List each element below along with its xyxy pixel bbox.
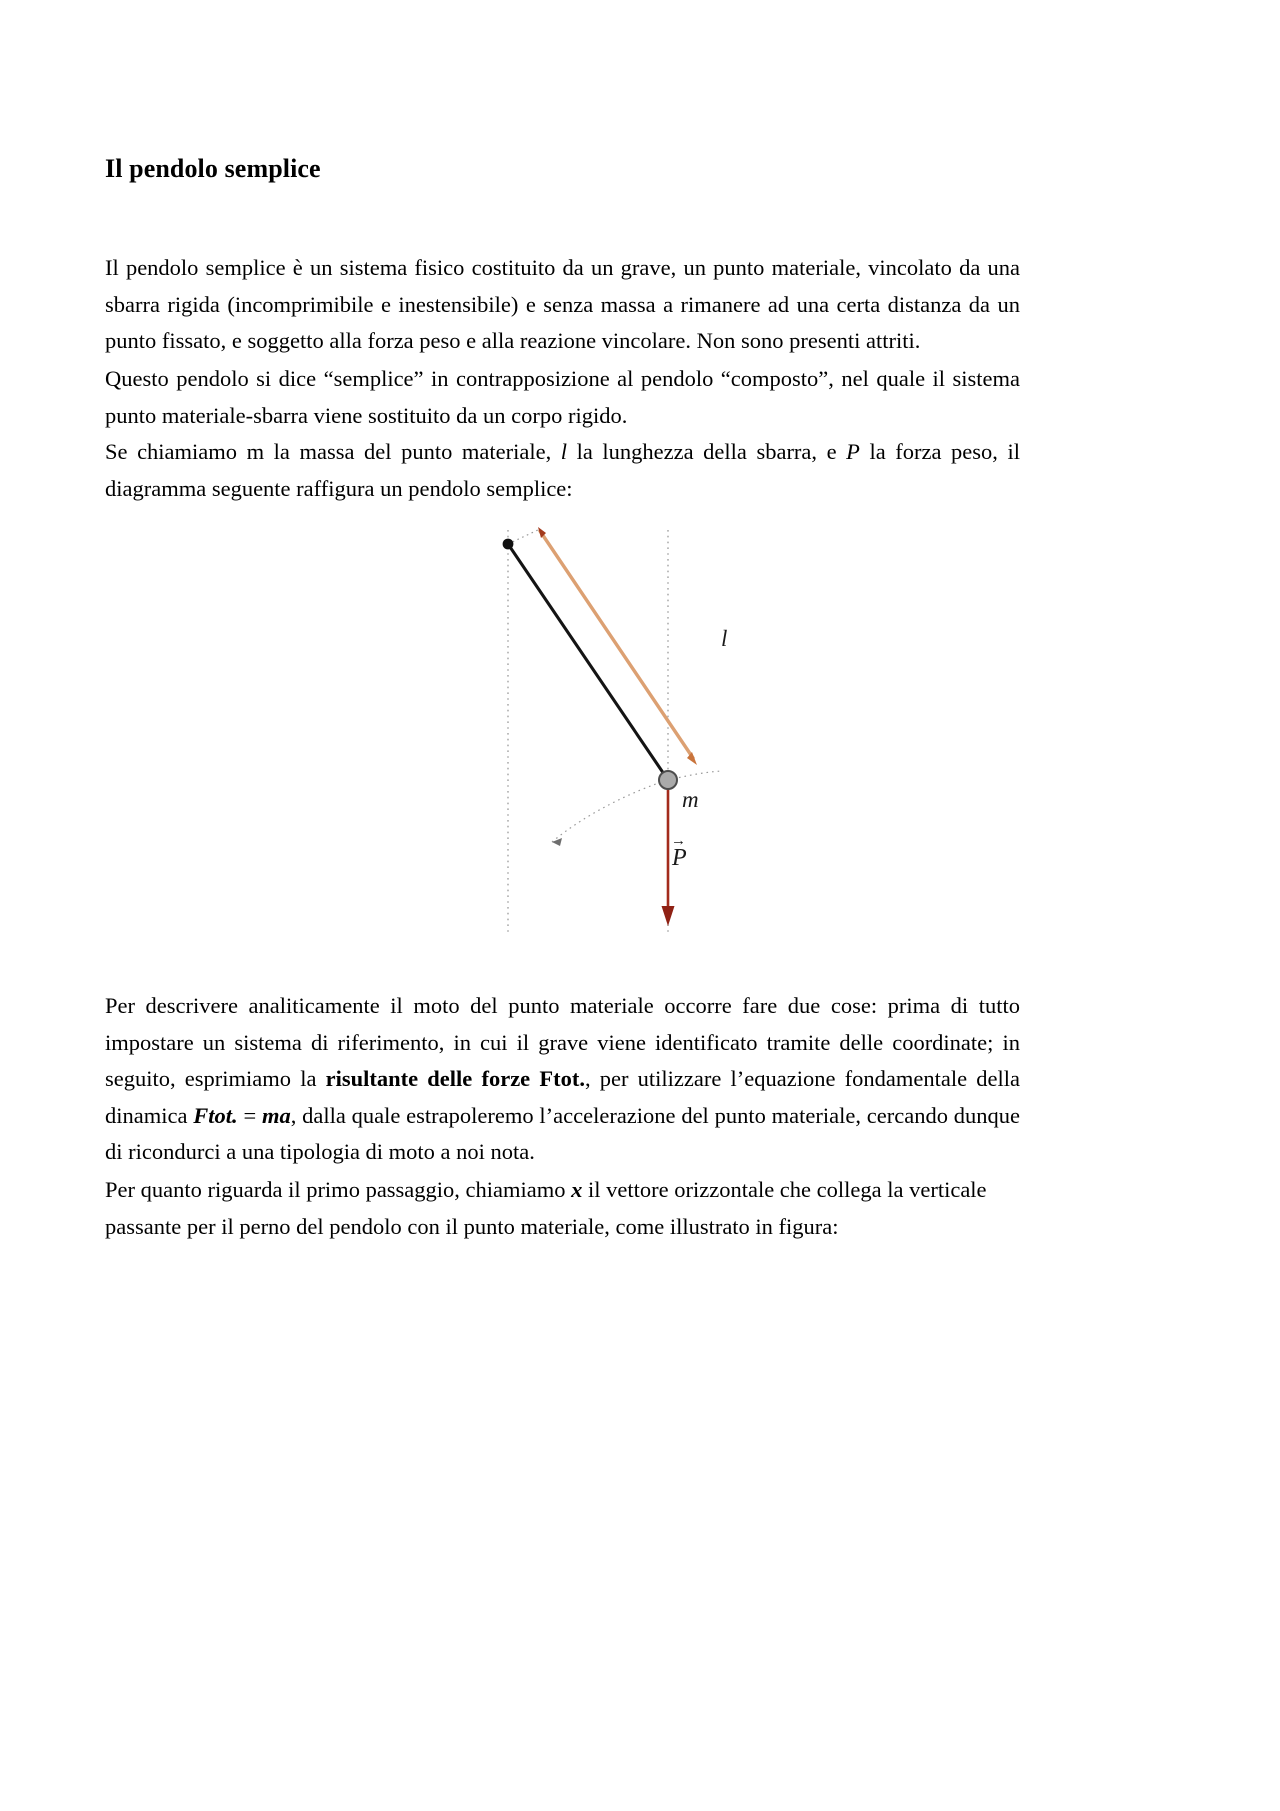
swing-direction-arrowhead bbox=[552, 838, 562, 846]
pivot-point bbox=[503, 539, 514, 550]
analysis-text-3: = bbox=[237, 1102, 262, 1128]
mass-label: m bbox=[682, 787, 699, 812]
paragraph-simple-vs-compound bbox=[105, 361, 1020, 434]
paragraph-notation bbox=[105, 434, 1020, 507]
paragraph-analysis bbox=[105, 988, 1020, 1171]
term-resultant-forces-text: risultante delle forze Ftot. bbox=[325, 1066, 585, 1091]
notation-text-3: la forza peso, il diagramma seguente raffigura un pendolo semplice: bbox=[105, 439, 1020, 501]
length-vector-line bbox=[540, 531, 693, 758]
weight-label-letter: P bbox=[672, 845, 687, 871]
analysis-text-2: , per utilizzare l’equazione fondamentale della dinamica bbox=[105, 1066, 1020, 1128]
pendulum-diagram bbox=[490, 522, 780, 952]
coordinates-text-1: Per quanto riguarda il primo passaggio, chiamiamo bbox=[105, 1177, 572, 1202]
analysis-text-1: Per descrivere analiticamente il moto del punto materiale occorre fare due cose: prima di tutto impostare un sistema di riferimento, in cui il grave viene identificato tramite delle coordinate; in seguito, esprimiamo la bbox=[105, 993, 1020, 1091]
paragraph-coordinates bbox=[105, 1172, 1020, 1245]
paragraph-definition bbox=[105, 250, 1020, 360]
weight-vector-arrowhead bbox=[662, 906, 675, 926]
pendulum-rod bbox=[508, 544, 668, 780]
coordinates-text-2: il vettore orizzontale che collega la verticale passante per il perno del pendolo con il punto materiale, come illustrato in figura: bbox=[105, 1177, 987, 1239]
length-label: l bbox=[721, 626, 728, 651]
pendulum-figure bbox=[105, 522, 1020, 952]
paragraph-simple-vs-compound-text: Questo pendolo si dice “semplice” in contrapposizione al pendolo “composto”, nel quale il sistema punto materiale-sbarra viene sostituito da un corpo rigido. bbox=[105, 366, 1020, 428]
analysis-text-4: , dalla quale estrapoleremo l’accelerazione del punto materiale, cercando dunque di ricondurci a una tipologia di moto a noi nota. bbox=[105, 1102, 1020, 1164]
symbol-length: l bbox=[560, 439, 568, 464]
notation-text-1: Se chiamiamo m la massa del punto materiale, bbox=[105, 439, 561, 464]
symbol-ftot: Ftot. bbox=[193, 1102, 238, 1128]
symbol-ma: ma bbox=[261, 1102, 291, 1128]
vector-arrow-icon: → bbox=[671, 833, 686, 849]
paragraph-definition-text: Il pendolo semplice è un sistema fisico costituito da un grave, un punto materiale, vincolato da una sbarra rigida (incomprimibile e inestensibile) e senza massa a rimanere ad una certa distanza da un punto fissato, e soggetto alla forza peso e alla reazione vincolare. Non sono presenti attriti. bbox=[105, 255, 1020, 353]
pendulum-diagram-svg bbox=[490, 522, 780, 952]
point-mass-bob bbox=[659, 771, 677, 789]
symbol-x-vector: x bbox=[571, 1177, 583, 1202]
notation-text-2: la lunghezza della sbarra, e bbox=[567, 439, 847, 464]
swing-arc-left bbox=[552, 780, 668, 842]
term-resultant-forces bbox=[326, 1066, 585, 1091]
symbol-weight-force: P bbox=[846, 439, 860, 464]
weight-label bbox=[671, 833, 687, 872]
page-title: Il pendolo semplice bbox=[105, 154, 321, 183]
